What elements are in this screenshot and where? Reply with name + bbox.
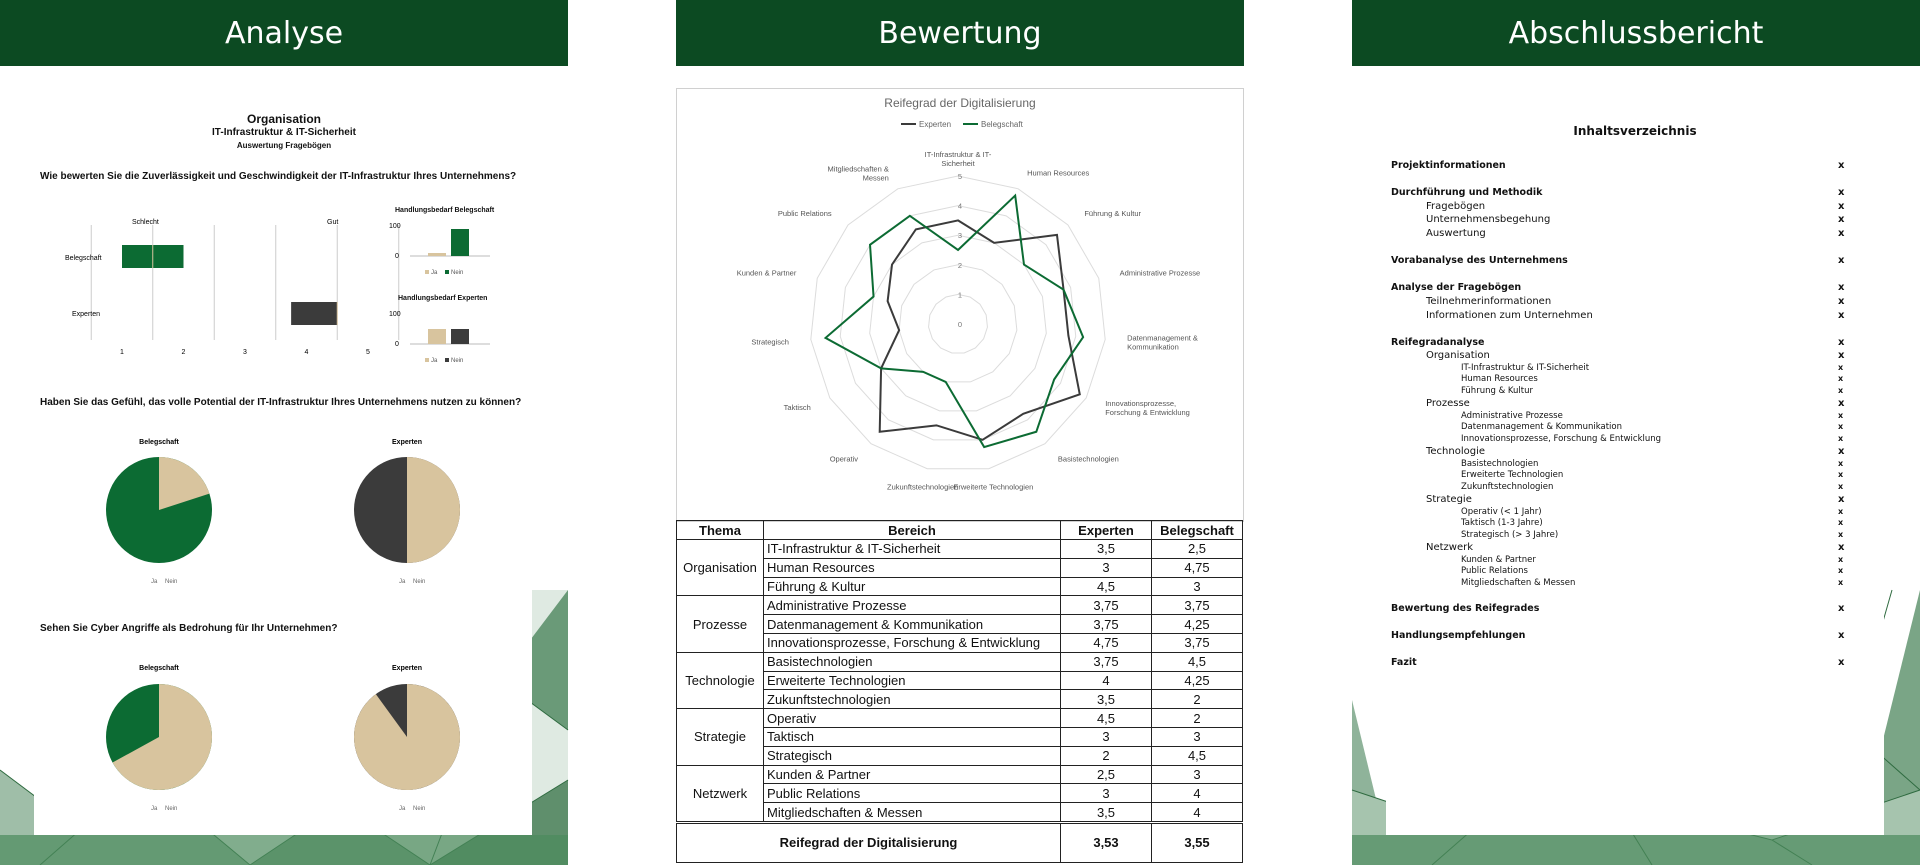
toc-mark: x bbox=[1838, 630, 1845, 641]
toc-entry: Analyse der Fragebögen bbox=[1391, 282, 1522, 293]
he-tick-100: 100 bbox=[389, 311, 401, 318]
cell-belegschaft: 3 bbox=[1152, 765, 1243, 784]
radar-tick-2: 2 bbox=[957, 260, 963, 270]
cell-experten: 2,5 bbox=[1061, 765, 1152, 784]
toc-entry: Durchführung und Methodik bbox=[1391, 187, 1543, 198]
toc-mark: x bbox=[1838, 386, 1844, 395]
radar-label: Innovationsprozesse, Forschung & Entwicklung bbox=[1105, 399, 1190, 417]
toc-entry: Innovationsprozesse, Forschung & Entwicklung bbox=[1461, 434, 1662, 444]
toc-mark: x bbox=[1838, 446, 1845, 457]
cell-bereich: Erweiterte Technologien bbox=[764, 671, 1061, 690]
cell-thema: Strategie bbox=[677, 709, 764, 765]
pie-q3e-ja-slice bbox=[354, 684, 460, 790]
header-analyse: Analyse bbox=[0, 0, 568, 66]
toc-mark: x bbox=[1838, 566, 1844, 575]
he-chart bbox=[385, 306, 495, 368]
q3-pie-title-experten: Experten bbox=[392, 665, 422, 672]
cell-experten: 2 bbox=[1061, 746, 1152, 765]
radar-label: Führung & Kultur bbox=[1084, 208, 1142, 218]
row-label-belegschaft: Belegschaft bbox=[65, 255, 102, 262]
table-row bbox=[677, 596, 1243, 615]
q2-legend-b-ja: Ja bbox=[151, 579, 158, 585]
toc-mark: x bbox=[1838, 187, 1845, 198]
radar-label: Strategisch bbox=[751, 337, 789, 347]
toc-entry: Administrative Prozesse bbox=[1461, 411, 1563, 421]
analyse-title: Organisation bbox=[246, 112, 321, 126]
toc-entry: Prozesse bbox=[1426, 398, 1470, 409]
toc-entry: Teilnehmerinformationen bbox=[1426, 296, 1552, 307]
cell-experten: 4,75 bbox=[1061, 633, 1152, 652]
q3-pie-experten bbox=[354, 684, 460, 790]
q3-legend-b-ja: Ja bbox=[151, 806, 158, 812]
hb-bar-ja bbox=[428, 253, 446, 256]
toc-entry: Vorabanalyse des Unternehmens bbox=[1391, 255, 1568, 266]
toc-mark: x bbox=[1838, 530, 1844, 539]
toc-entry: Public Relations bbox=[1461, 566, 1528, 576]
analyse-subtitle: IT-Infrastruktur & IT-Sicherheit bbox=[212, 127, 356, 138]
q2-legend-e-ja: Ja bbox=[399, 579, 406, 585]
radar-tick-1: 1 bbox=[957, 290, 963, 300]
toc-mark: x bbox=[1838, 657, 1845, 668]
he-bar-nein bbox=[451, 329, 469, 344]
cell-experten: 3,5 bbox=[1061, 540, 1152, 559]
toc-mark: x bbox=[1838, 434, 1844, 443]
toc-entry: Operativ (< 1 Jahr) bbox=[1461, 507, 1542, 517]
radar-label: Mitgliedschaften & Messen bbox=[827, 164, 889, 183]
toc-title: Inhaltsverzeichnis bbox=[1573, 124, 1697, 138]
cell-belegschaft: 2 bbox=[1152, 690, 1243, 709]
cell-belegschaft: 3,75 bbox=[1152, 596, 1243, 615]
hb-bar-nein bbox=[451, 229, 469, 256]
cell-experten: 4,5 bbox=[1061, 709, 1152, 728]
table-row bbox=[677, 765, 1243, 784]
summary-row bbox=[677, 822, 1243, 862]
toc-mark: x bbox=[1838, 507, 1844, 516]
toc-mark: x bbox=[1838, 374, 1844, 383]
cell-bereich: Taktisch bbox=[764, 727, 1061, 746]
toc-entry: Organisation bbox=[1426, 350, 1490, 361]
cell-experten: 3 bbox=[1061, 727, 1152, 746]
q2-pie-title-experten: Experten bbox=[392, 439, 422, 446]
toc-mark: x bbox=[1838, 470, 1844, 479]
radar-title: Reifegrad der Digitalisierung bbox=[884, 96, 1036, 110]
toc-mark: x bbox=[1838, 363, 1844, 372]
toc-mark: x bbox=[1838, 228, 1845, 239]
radar-series-experten bbox=[880, 220, 1080, 439]
radar-tick-0: 0 bbox=[957, 320, 963, 329]
toc-mark: x bbox=[1838, 542, 1845, 553]
toc-entry: Fazit bbox=[1391, 657, 1417, 668]
toc-entry: Datenmanagement & Kommunikation bbox=[1461, 422, 1622, 432]
cell-thema: Technologie bbox=[677, 652, 764, 708]
toc-mark: x bbox=[1838, 555, 1844, 564]
toc-mark: x bbox=[1838, 398, 1845, 409]
toc-entry: Fragebögen bbox=[1426, 201, 1486, 212]
toc-entry: Taktisch (1-3 Jahre) bbox=[1461, 518, 1543, 528]
cell-bereich: Basistechnologien bbox=[764, 652, 1061, 671]
toc-mark: x bbox=[1838, 578, 1844, 587]
q3-legend-e-nein: Nein bbox=[413, 806, 426, 812]
toc-entry: IT-Infrastruktur & IT-Sicherheit bbox=[1461, 363, 1590, 373]
cell-bereich: Administrative Prozesse bbox=[764, 596, 1061, 615]
hb-title: Handlungsbedarf Belegschaft bbox=[395, 207, 495, 214]
radar-label: Administrative Prozesse bbox=[1119, 268, 1201, 278]
cell-experten: 3 bbox=[1061, 558, 1152, 577]
box-tick-5: 5 bbox=[366, 349, 370, 356]
toc-entry: Projektinformationen bbox=[1391, 160, 1506, 171]
cell-belegschaft: 4,25 bbox=[1152, 671, 1243, 690]
summary-label: Reifegrad der Digitalisierung bbox=[677, 822, 1061, 862]
toc-entry: Strategisch (> 3 Jahre) bbox=[1461, 530, 1559, 540]
header-abschlussbericht: Abschlussbericht bbox=[1352, 0, 1920, 66]
box-experten bbox=[291, 302, 337, 325]
cell-bereich: Operativ bbox=[764, 709, 1061, 728]
cell-experten: 4 bbox=[1061, 671, 1152, 690]
toc-entry: Human Resources bbox=[1461, 374, 1538, 384]
summary-belegschaft: 3,55 bbox=[1152, 822, 1243, 862]
cell-bereich: Mitgliedschaften & Messen bbox=[764, 803, 1061, 823]
cell-experten: 3,75 bbox=[1061, 596, 1152, 615]
toc-mark: x bbox=[1838, 482, 1844, 491]
he-tick-0: 0 bbox=[395, 341, 399, 348]
toc-mark: x bbox=[1838, 459, 1844, 468]
cell-experten: 4,5 bbox=[1061, 577, 1152, 596]
toc-mark: x bbox=[1838, 201, 1845, 212]
toc-entry: Basistechnologien bbox=[1461, 459, 1539, 469]
radar-legend-experten: Experten bbox=[919, 120, 952, 129]
cell-experten: 3,75 bbox=[1061, 615, 1152, 634]
cell-bereich: Innovationsprozesse, Forschung & Entwicklung bbox=[764, 633, 1061, 652]
table-row bbox=[677, 540, 1243, 559]
hb-legend-nein: Nein bbox=[451, 270, 464, 276]
th-bereich: Bereich bbox=[764, 521, 1061, 540]
toc-entry: Mitgliedschaften & Messen bbox=[1461, 578, 1576, 588]
toc-entry: Unternehmensbegehung bbox=[1426, 214, 1551, 225]
cell-belegschaft: 4,75 bbox=[1152, 558, 1243, 577]
toc-entry: Auswertung bbox=[1426, 228, 1486, 239]
radar-chart bbox=[676, 88, 1244, 520]
cell-bereich: IT-Infrastruktur & IT-Sicherheit bbox=[764, 540, 1061, 559]
toc-entry: Reifegradanalyse bbox=[1391, 337, 1485, 348]
toc-mark: x bbox=[1838, 350, 1845, 361]
he-legend-nein: Nein bbox=[451, 358, 464, 364]
cell-belegschaft: 4,5 bbox=[1152, 652, 1243, 671]
toc-mark: x bbox=[1838, 255, 1845, 266]
radar-tick-5: 5 bbox=[957, 172, 963, 181]
radar-series-belegschaft bbox=[826, 196, 1084, 447]
cell-belegschaft: 2 bbox=[1152, 709, 1243, 728]
hb-legend-ja: Ja bbox=[431, 270, 438, 276]
cell-thema: Prozesse bbox=[677, 596, 764, 652]
cell-experten: 3,5 bbox=[1061, 690, 1152, 709]
cell-bereich: Führung & Kultur bbox=[764, 577, 1061, 596]
toc-entry: Handlungsempfehlungen bbox=[1391, 630, 1526, 641]
question-2: Haben Sie das Gefühl, das volle Potential der IT-Infrastruktur Ihres Unternehmens nutzen zu können? bbox=[40, 397, 522, 408]
cell-experten: 3 bbox=[1061, 784, 1152, 803]
toc-entry: Technologie bbox=[1426, 446, 1486, 457]
hb-chart bbox=[385, 218, 495, 280]
th-experten: Experten bbox=[1061, 521, 1152, 540]
radar-label: Human Resources bbox=[1027, 168, 1090, 178]
cell-bereich: Zukunftstechnologien bbox=[764, 690, 1061, 709]
th-thema: Thema bbox=[677, 521, 764, 540]
toc-entry: Strategie bbox=[1426, 494, 1472, 505]
cell-bereich: Datenmanagement & Kommunikation bbox=[764, 615, 1061, 634]
q3-legend-b-nein: Nein bbox=[165, 806, 178, 812]
toc-entry: Kunden & Partner bbox=[1461, 555, 1536, 565]
table-row bbox=[677, 652, 1243, 671]
cell-belegschaft: 3,75 bbox=[1152, 633, 1243, 652]
question-3: Sehen Sie Cyber Angriffe als Bedrohung für Ihr Unternehmen? bbox=[40, 623, 338, 634]
th-belegschaft: Belegschaft bbox=[1152, 521, 1243, 540]
q3-legend-e-ja: Ja bbox=[399, 806, 406, 812]
radar-legend-belegschaft: Belegschaft bbox=[981, 120, 1023, 129]
toc-mark: x bbox=[1838, 337, 1845, 348]
he-bar-ja bbox=[428, 329, 446, 344]
cell-bereich: Human Resources bbox=[764, 558, 1061, 577]
radar-tick-3: 3 bbox=[957, 231, 963, 241]
cell-thema: Organisation bbox=[677, 540, 764, 596]
reifegrad-table bbox=[676, 520, 1243, 863]
hb-tick-100: 100 bbox=[389, 223, 401, 230]
q2-legend-e-nein: Nein bbox=[413, 579, 426, 585]
toc-mark: x bbox=[1838, 310, 1845, 321]
he-legend-ja: Ja bbox=[431, 358, 438, 364]
radar-label: Taktisch bbox=[783, 403, 811, 412]
radar-label: Datenmanagement & Kommunikation bbox=[1127, 333, 1198, 352]
toc-mark: x bbox=[1838, 214, 1845, 225]
toc-mark: x bbox=[1838, 494, 1845, 505]
toc-entry: Netzwerk bbox=[1426, 542, 1474, 553]
toc-entry: Zukunftstechnologien bbox=[1461, 482, 1554, 492]
toc-entry: Bewertung des Reifegrades bbox=[1391, 603, 1540, 614]
scale-bad-label: Schlecht bbox=[132, 219, 159, 226]
question-1: Wie bewerten Sie die Zuverlässigkeit und Geschwindigkeit der IT-Infrastruktur Ihres Unternehmens? bbox=[40, 171, 517, 182]
toc-mark: x bbox=[1838, 422, 1844, 431]
radar-label: Zukunftstechnologien bbox=[886, 482, 959, 492]
toc-mark: x bbox=[1838, 160, 1845, 171]
toc-mark: x bbox=[1838, 603, 1845, 614]
radar-label: Erweiterte Technologien bbox=[953, 482, 1034, 492]
row-label-experten: Experten bbox=[72, 311, 101, 318]
cell-experten: 3,75 bbox=[1061, 652, 1152, 671]
q2-q3-pies bbox=[80, 430, 500, 820]
he-title: Handlungsbedarf Experten bbox=[398, 295, 488, 302]
radar-tick-4: 4 bbox=[957, 201, 963, 211]
radar-label: Kunden & Partner bbox=[736, 268, 797, 278]
q2-pie-experten bbox=[354, 457, 460, 563]
toc-mark: x bbox=[1838, 282, 1845, 293]
cell-belegschaft: 4 bbox=[1152, 803, 1243, 823]
q2-legend-b-nein: Nein bbox=[165, 579, 178, 585]
box-gridlines bbox=[91, 225, 399, 340]
cell-belegschaft: 4,25 bbox=[1152, 615, 1243, 634]
analyse-subsubtitle: Auswertung Fragebögen bbox=[236, 141, 332, 150]
radar-label: Public Relations bbox=[777, 208, 832, 218]
cell-bereich: Kunden & Partner bbox=[764, 765, 1061, 784]
box-tick-4: 4 bbox=[304, 349, 309, 356]
q2-pie-belegschaft bbox=[106, 457, 212, 563]
table-row bbox=[677, 709, 1243, 728]
box-tick-1: 1 bbox=[120, 349, 124, 356]
q2-pie-title-belegschaft: Belegschaft bbox=[139, 439, 179, 446]
cell-belegschaft: 3 bbox=[1152, 727, 1243, 746]
toc-entry: Führung & Kultur bbox=[1461, 386, 1534, 396]
radar-label: Basistechnologien bbox=[1057, 454, 1119, 464]
header-bewertung: Bewertung bbox=[676, 0, 1244, 66]
box-tick-3: 3 bbox=[243, 349, 247, 356]
cell-belegschaft: 4,5 bbox=[1152, 746, 1243, 765]
hb-tick-0: 0 bbox=[395, 253, 399, 260]
cell-belegschaft: 4 bbox=[1152, 784, 1243, 803]
toc-entry: Informationen zum Unternehmen bbox=[1426, 310, 1593, 321]
cell-belegschaft: 3 bbox=[1152, 577, 1243, 596]
toc-entry: Erweiterte Technologien bbox=[1461, 470, 1564, 480]
q1-boxplot bbox=[40, 210, 370, 360]
pie-q2e-ja-slice bbox=[407, 457, 460, 563]
toc-mark: x bbox=[1838, 296, 1845, 307]
cell-experten: 3,5 bbox=[1061, 803, 1152, 823]
scale-good-label: Gut bbox=[327, 219, 339, 226]
radar-label: IT-Infrastruktur & IT-Sicherheit bbox=[924, 150, 992, 168]
cell-bereich: Strategisch bbox=[764, 746, 1061, 765]
radar-label: Operativ bbox=[829, 454, 859, 464]
q3-pie-belegschaft bbox=[106, 684, 212, 790]
cell-bereich: Public Relations bbox=[764, 784, 1061, 803]
toc-mark: x bbox=[1838, 518, 1844, 527]
q3-pie-title-belegschaft: Belegschaft bbox=[139, 665, 179, 672]
cell-thema: Netzwerk bbox=[677, 765, 764, 822]
summary-experten: 3,53 bbox=[1061, 822, 1152, 862]
cell-belegschaft: 2,5 bbox=[1152, 540, 1243, 559]
toc-mark: x bbox=[1838, 411, 1844, 420]
box-tick-2: 2 bbox=[181, 349, 186, 356]
